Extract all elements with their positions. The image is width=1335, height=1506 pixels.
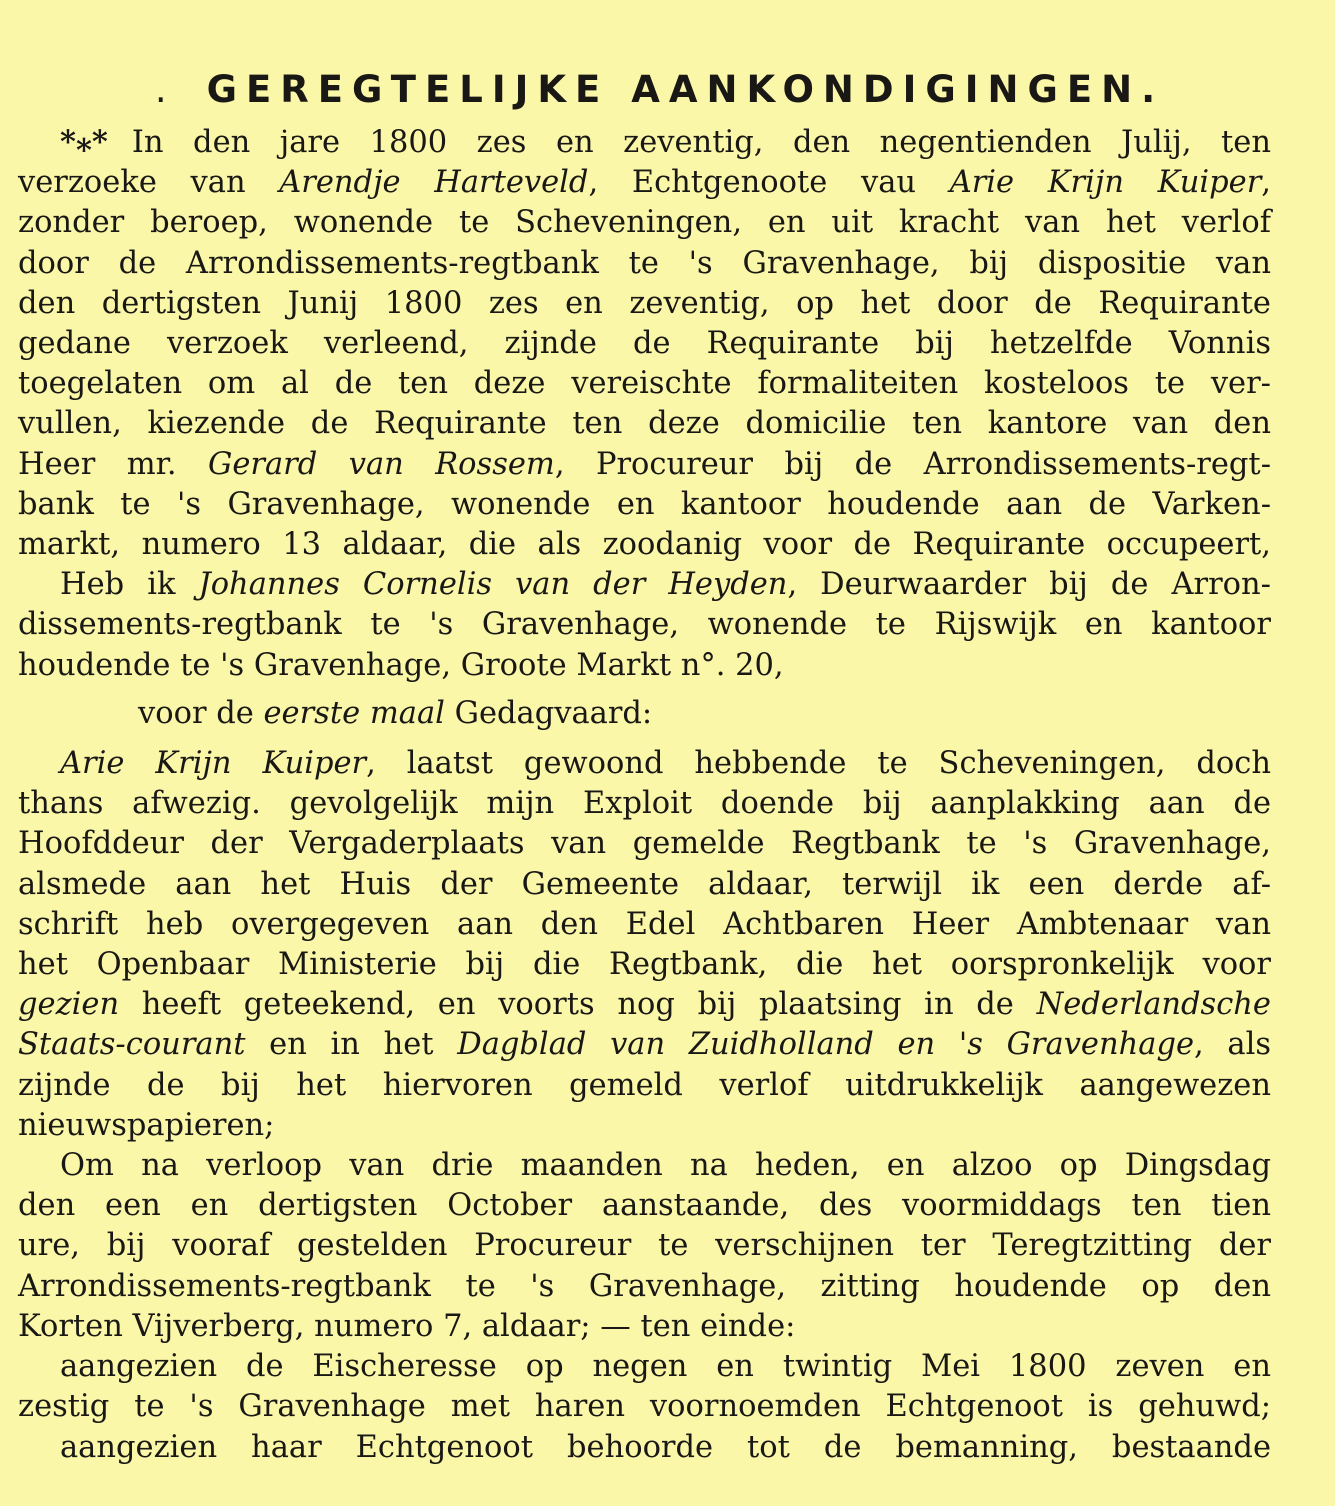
text-line: dissements-regtbank te 's Gravenhage, wonende te Rijswijk en kantoor [18,607,1271,643]
text-span: Heb ik [60,567,199,603]
text-line [18,565,1271,605]
person-name: Gerard van Rossem [208,446,555,482]
person-name: Arie Krijn Kuiper [60,746,367,782]
person-name: Arie Krijn Kuiper [949,165,1262,201]
text-span: , laatst gewoond hebbende te Scheveningen, doch [366,746,1271,782]
text-line: aangezien haar Echtgenoot behoorde tot de bemanning, bestaande [60,1429,1271,1465]
text-line: toegelaten om al de ten deze vereischte formaliteiten kosteloos te ver- [18,366,1271,402]
text-line: bank te 's Gravenhage, wonende en kantoor houdende aan de Varken- [18,486,1271,522]
text-line: zestig te 's Gravenhage met haren voornoemden Echtgenoot is gehuwd; [18,1389,1271,1425]
text-line [18,744,1271,784]
announcement-paragraph-5 [18,1347,1271,1427]
text-span: , Echtgenoote vau [588,165,950,201]
text-line: alsmede aan het Huis der Gemeente aldaar, terwijl ik een derde af- [18,866,1271,902]
announcement-paragraph-1 [18,122,1271,565]
text-line: Korten Vijverberg, numero 7, aldaar; — ten einde: [18,1308,796,1344]
text-span: , Procureur bij de Arrondissements-regt- [554,446,1271,482]
text-line: houdende te 's Gravenhage, Groote Markt n°. 20, [18,647,784,683]
text-line: schrift heb overgegeven aan den Edel Achtbaren Heer Ambtenaar van [18,906,1271,942]
asterism-mark: *⁎* [60,124,108,160]
announcement-paragraph-4 [18,1146,1271,1347]
text-span: Gedagvaard: [444,695,653,731]
text-line: door de Arrondissements-regtbank te 's Gravenhage, bij dispositie van [18,245,1271,281]
text-line: zijnde de bij het hiervoren gemeld verlof uitdrukkelijk aangewezen [18,1067,1271,1103]
text-line: aangezien de Eischeresse op negen en twintig Mei 1800 zeven en [60,1349,1271,1385]
section-title [18,62,1271,118]
text-line: zonder beroep, wonende te Scheveningen, en uit kracht van het verlof [18,205,1271,241]
person-name: Arendje Harteveld [279,165,589,201]
text-span: verzoeke van [18,165,280,201]
publication-name: Staats-courant [18,1027,246,1063]
text-line [18,985,1271,1025]
text-line: den dertigsten Junij 1800 zes en zeventig, op het door de Requirante [18,285,1271,321]
text-line: thans afwezig. gevolgelijk mijn Exploit doende bij aanplakking aan de [18,786,1271,822]
publication-name: Dagblad van Zuidholland en 's Gravenhage [457,1027,1195,1063]
title-dot: . [154,68,167,111]
emphasis: eerste maal [263,695,445,731]
announcement-paragraph-3 [18,744,1271,1146]
text-line: markt, numero 13 aldaar, die als zoodanig voor de Requirante occupeert, [18,527,1271,563]
text-line: Arrondissements-regtbank te 's Gravenhage, zitting houdende op den [18,1268,1271,1304]
text-line: den een en dertigsten October aanstaande, des voormiddags ten tien [18,1188,1271,1224]
text-span: Heer mr. [18,446,208,482]
text-span: voor de [138,695,264,731]
publication-name: Nederlandsche [1036,987,1271,1023]
text-line: Om na verloop van drie maanden na heden, en alzoo op Dingsdag [60,1148,1271,1184]
summons-line [18,694,1271,734]
text-line [18,1025,1271,1065]
person-name: Johannes Cornelis van der Heyden [198,567,788,603]
text-line: het Openbaar Ministerie bij die Regtbank, die het oorspronkelijk voor [18,947,1271,983]
text-span: In den jare 1800 zes en zeventig, den negentienden Julij, ten [131,125,1271,160]
announcement-paragraph-2 [18,565,1271,686]
title-text: GEREGTELIJKE AANKONDIGINGEN. [206,68,1165,111]
text-span: , als [1194,1027,1271,1063]
emphasis: gezien [18,987,120,1023]
text-line [18,122,1271,163]
text-line: ure, bij vooraf gestelden Procureur te verschijnen ter Teregtzitting der [18,1228,1271,1264]
text-span: , [1261,165,1271,201]
text-line: vullen, kiezende de Requirante ten deze domicilie ten kantore van den [18,406,1271,442]
announcement-paragraph-6 [18,1428,1271,1468]
text-span: , Deurwaarder bij de Arron- [787,567,1271,603]
text-line [18,163,1271,203]
text-line [18,445,1271,485]
text-line: gedane verzoek verleend, zijnde de Requirante bij hetzelfde Vonnis [18,326,1271,362]
text-line: nieuwspapieren; [18,1107,275,1143]
text-span: heeft geteekend, en voorts nog bij plaatsing in de [119,987,1037,1023]
text-span: en in het [245,1027,458,1063]
text-line: Hoofddeur der Vergaderplaats van gemelde Regtbank te 's Gravenhage, [18,826,1271,862]
